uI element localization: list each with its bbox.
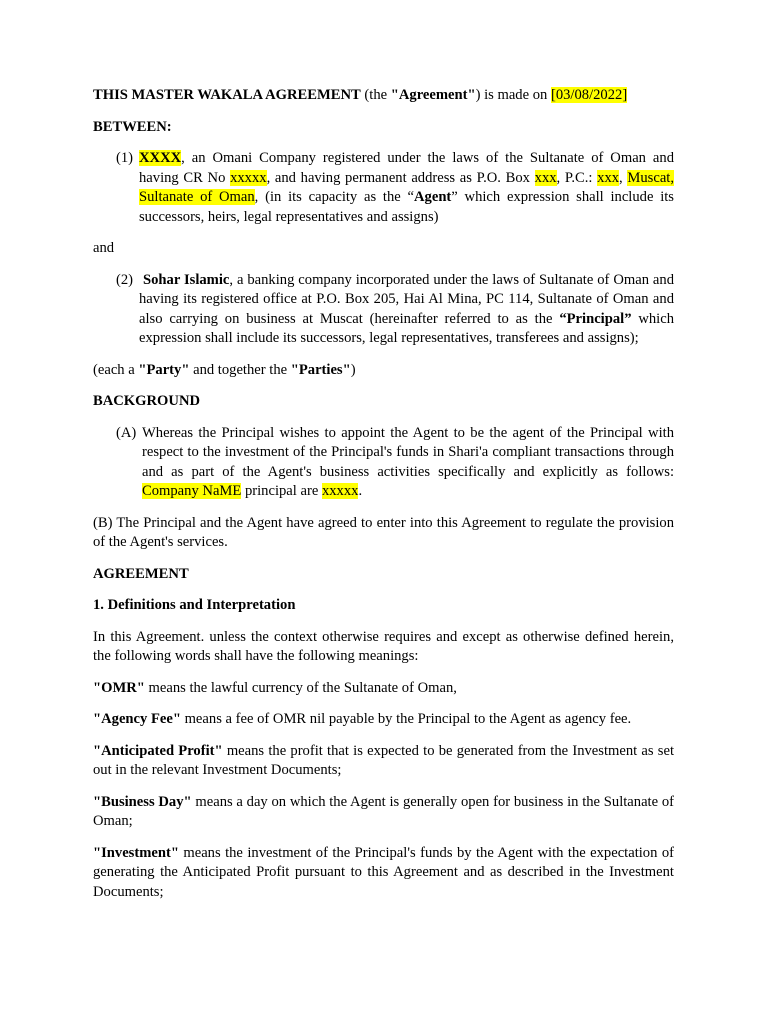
parties-definition: (each a "Party" and together the "Parties")	[93, 361, 356, 378]
and-text: and	[93, 240, 115, 256]
party-1-pobox: xxx	[534, 169, 557, 186]
background-clause-b: (B) The Principal and the Agent have agreed to enter into this Agreement to regulate the provision of the Agent's services.	[93, 514, 674, 550]
definitions-intro: In this Agreement. unless the context otherwise requires and except as otherwise defined herein, the following words shall have the following meanings:	[93, 628, 674, 664]
definition-term: "Anticipated Profit"	[93, 742, 223, 759]
party-1-address: Muscat, Sultanate of Oman	[139, 169, 675, 205]
clause-a-number: (A)	[116, 424, 137, 441]
party-2-name: Sohar Islamic	[143, 271, 230, 288]
background-heading: BACKGROUND	[93, 393, 201, 409]
document-page	[93, 86, 674, 902]
party-1-number: (1)	[116, 150, 134, 166]
agreement-heading: AGREEMENT	[93, 565, 189, 582]
principal-value-placeholder: xxxxx	[321, 483, 359, 499]
definition-term: "Business Day"	[93, 793, 192, 810]
definition-omr: "OMR" means the lawful currency of the Sultanate of Oman,	[93, 679, 457, 696]
party-1-name: XXXX	[139, 150, 182, 166]
party-1-cr: xxxxx	[230, 169, 267, 186]
agreement-intro: THIS MASTER WAKALA AGREEMENT (the "Agreement") is made on [03/08/2022]	[93, 87, 628, 103]
definition-term: "OMR"	[93, 679, 145, 696]
party-1-role: Agent	[414, 189, 452, 205]
party-1-clause: (1) XXXX, an Omani Company registered under the laws of the Sultanate of Oman and having CR No xxxxx, and having permanent address as P.O. Box xxx, P.C.: xxx, Muscat, Sultanate of Oman, (in its capacity as the “Agent” which expression shall include its successors, heirs, legal representatives and assigns)	[116, 150, 675, 225]
definition-anticipated-profit: "Anticipated Profit" means the profit that is expected to be generated from the Investment as set out in the relevant Investment Documents;	[93, 742, 674, 778]
section-1-heading: 1. Definitions and Interpretation	[93, 597, 296, 613]
definition-business-day: "Business Day" means a day on which the Agent is generally open for business in the Sultanate of Oman;	[93, 793, 674, 829]
party-1-pc: xxx	[597, 169, 620, 186]
between-heading: BETWEEN:	[93, 118, 172, 135]
background-clause-a: (A) Whereas the Principal wishes to appoint the Agent to be the agent of the Principal with respect to the investment of the Principal's funds in Shari'a compliant transactions through and as part of the Agent's business activities specifically and explicitly as follows: Company NaME principal are xxxxx.	[116, 424, 674, 499]
agreement-date: [03/08/2022]	[550, 87, 628, 103]
definition-term: "Investment"	[93, 844, 179, 861]
definition-term: "Agency Fee"	[93, 711, 181, 727]
party-2-number: (2)	[116, 271, 134, 288]
party-2-role: “Principal”	[559, 310, 632, 327]
party-2-clause: (2) Sohar Islamic, a banking company incorporated under the laws of Sultanate of Oman and having its registered office at P.O. Box 205, Hai Al Mina, PC 114, Sultanate of Oman and also carrying on business at Muscat (hereinafter referred to as the “Principal” which expression shall include its successors, legal representatives, transferees and assigns);	[116, 271, 675, 346]
agreement-title: THIS MASTER WAKALA AGREEMENT	[93, 87, 361, 103]
company-name-placeholder: Company NaME	[142, 483, 242, 499]
definition-agency-fee: "Agency Fee" means a fee of OMR nil payable by the Principal to the Agent as agency fee.	[93, 711, 632, 727]
definition-investment: "Investment" means the investment of the Principal's funds by the Agent with the expectation of generating the Anticipated Profit pursuant to this Agreement and as described in the Investment Documents;	[93, 844, 674, 900]
